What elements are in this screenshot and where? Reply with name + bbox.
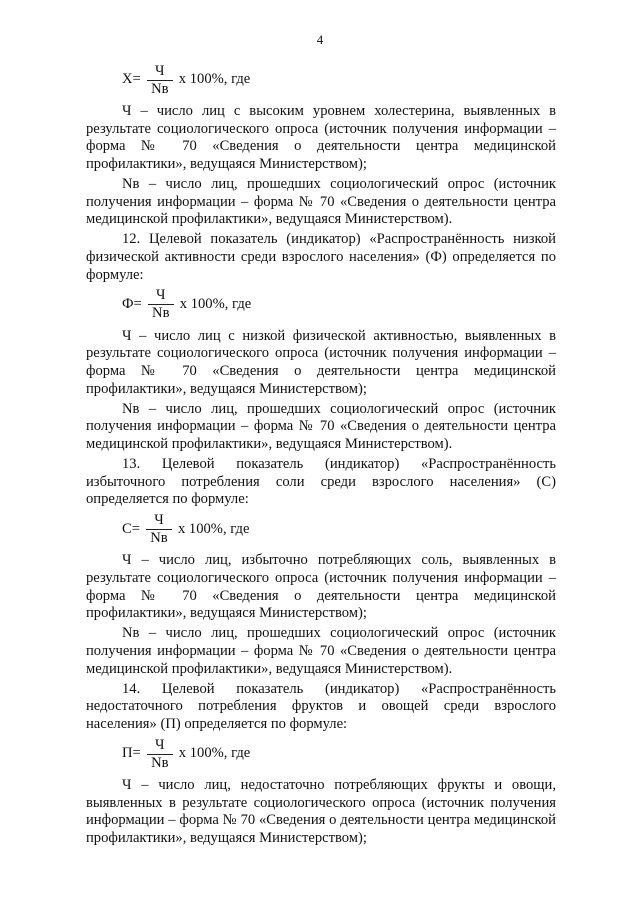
fraction-numerator: Ч <box>156 287 166 304</box>
paragraph: Ч – число лиц, недостаточно потребляющих фрукты и овощи, выявленных в результате социологического опроса (источник получения информации – форма № 70 «Сведения о деятельности центра медицинской профилактики», ведущаяся Министерством); <box>86 777 556 846</box>
formula <box>86 287 556 323</box>
paragraph: Nв – число лиц, прошедших социологический опрос (источник получения информации – форма № 70 «Сведения о деятельности центра медицинской профилактики», ведущаяся Министерством). <box>86 625 556 677</box>
paragraph: Ч – число лиц с низкой физической активностью, выявленных в результате социологического опроса (источник получения информации – форма № 70 «Сведения о деятельности центра медицинской профилактики», ведущаяся Министерством); <box>86 327 556 397</box>
formula-tail: x 100%, где <box>178 71 251 88</box>
formula <box>86 511 556 547</box>
page-number: 4 <box>316 32 324 47</box>
paragraph: Nв – число лиц, прошедших социологический опрос (источник получения информации – форма № 70 «Сведения о деятельности центра медицинской профилактики», ведущаяся Министерством). <box>86 175 556 228</box>
paragraph: Ч – число лиц, избыточно потребляющих соль, выявленных в результате социологического опроса (источник получения информации – форма № 70 «Сведения о деятельности центра медицинской профилактики», ведущаяся Министерством); <box>86 552 556 622</box>
formula-tail: x 100%, где <box>178 745 251 762</box>
fraction-denominator: Nв <box>151 80 169 97</box>
paragraph: 12. Целевой показатель (индикатор) «Распространённость низкой физической активности среди взрослого населения» (Ф) определяется по формуле: <box>86 231 556 283</box>
fraction-numerator: Ч <box>155 736 165 753</box>
fraction-numerator: Ч <box>155 62 165 79</box>
formula-lhs: Ф= <box>122 295 142 312</box>
formula-lhs: С= <box>122 520 140 537</box>
formula-tail: x 100%, где <box>177 520 250 537</box>
formula <box>86 62 556 98</box>
fraction <box>148 288 174 321</box>
document-body <box>86 62 556 850</box>
fraction-denominator: Nв <box>151 754 169 771</box>
fraction <box>147 738 173 771</box>
paragraph: 13. Целевой показатель (индикатор) «Распространённость избыточного потребления соли среди взрослого населения» (С) определяется по формуле: <box>86 456 556 508</box>
paragraph: Nв – число лиц, прошедших социологический опрос (источник получения информации – форма № 70 «Сведения о деятельности центра медицинской профилактики», ведущаяся Министерством). <box>86 400 556 452</box>
formula-lhs: Х= <box>122 71 141 88</box>
fraction-denominator: Nв <box>152 305 170 322</box>
fraction-numerator: Ч <box>154 511 164 528</box>
formula <box>86 736 556 772</box>
fraction <box>146 513 172 546</box>
formula-lhs: П= <box>122 745 141 762</box>
paragraph: 14. Целевой показатель (индикатор) «Распространённость недостаточного потребления фруктов и овощей среди взрослого населения» (П) определяется по формуле: <box>86 680 556 732</box>
paragraph: Ч – число лиц с высоким уровнем холестерина, выявленных в результате социологического опроса (источник получения информации – форма № 70 «Сведения о деятельности центра медицинской профилактики», ведущаяся Министерством); <box>86 103 556 172</box>
fraction-denominator: Nв <box>150 529 168 546</box>
formula-tail: x 100%, где <box>179 295 252 312</box>
fraction <box>147 64 173 97</box>
